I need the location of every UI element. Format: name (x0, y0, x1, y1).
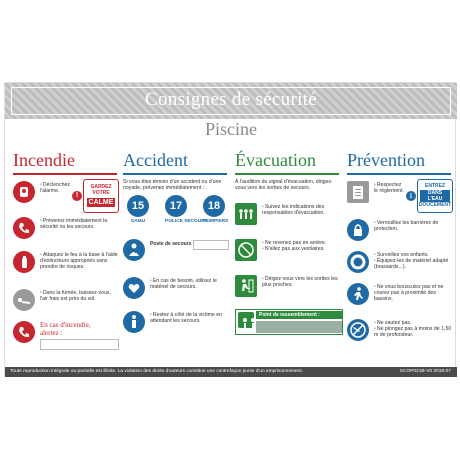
badge-bottom-text: DOUCEMENT (418, 202, 452, 208)
heart-aid-icon (123, 277, 145, 299)
list-item: •Dirigez-vous vers les sorties les plus proches. (235, 273, 343, 307)
item-text: Équipez-les de matériel adapté (brassards...). (374, 258, 449, 271)
crawling-person-icon (13, 289, 35, 311)
copyright-notice: Toute reproduction intégrale ou partielle est illicite. La violation des droits d'auteurs constitue une contrefaçon punie d'un emprisonnement. (10, 369, 304, 374)
exclamation-icon: ! (72, 191, 82, 201)
number-value: 15 (127, 195, 149, 217)
rules-clipboard-icon (347, 181, 369, 203)
badge-top-text: GARDEZ VOTRE (90, 184, 112, 196)
column-title-evacuation: Évacuation (235, 150, 316, 170)
page-title: Consignes de sécurité (145, 89, 317, 110)
title-banner (5, 83, 457, 119)
list-item: •Dans la fumée, baissez-vous, l'air frais est près du sol. (13, 287, 121, 321)
list-item: •Ne sautez pas. •Ne plongez pas à moins de 1,50 m de profondeur. (347, 317, 455, 351)
list-item: •Verrouillez les barrières de protection. (347, 217, 455, 251)
list-item: •Surveillez vos enfants. •Équipez-les de matériel adapté (brassards...). (347, 249, 455, 283)
item-text: Dans la fumée, baissez-vous, l'air frais est près du sol. (40, 290, 111, 303)
accident-intro: Si vous êtes témoin d'un accident ou d'une noyade, prévenez immédiatement : (123, 179, 222, 192)
item-text: Attaquez le feu à la base à l'aide d'extincteurs appropriés sans prendre de risques. (40, 252, 118, 271)
item-text: Prévenez immédiatement la sécurité ou les secours. (40, 218, 108, 231)
item-text: Ne revenez pas en arrière. (264, 240, 327, 246)
column-prevention (347, 149, 455, 357)
item-text: Ne sautez pas. (376, 320, 412, 326)
item-text: Restez à côté de la victime en attendant les secours. (150, 312, 223, 325)
item-text: Dirigez-vous vers les sorties les plus proches. (262, 276, 338, 289)
column-rule (235, 173, 339, 175)
column-title-prevention: Prévention (347, 150, 425, 170)
lock-icon (347, 219, 369, 241)
extinguisher-icon (13, 251, 35, 273)
number-value: 18 (203, 195, 225, 217)
first-aid-post-field (193, 240, 229, 250)
list-item: •Ne vous bousculez pas et ne courez pas à proximité des bassins. (347, 281, 455, 315)
item-text: Ne plongez pas à moins de 1,50 m de profondeur. (374, 326, 452, 339)
swim-ring-icon (347, 251, 369, 273)
footer-bar (5, 367, 457, 377)
enter-gently-badge (417, 179, 453, 213)
column-incendie (13, 149, 121, 357)
first-aid-post-label: Poste de secours : (150, 241, 195, 247)
list-item: •Prévenez immédiatement la sécurité ou les secours. (13, 215, 121, 249)
phone-icon (13, 217, 35, 239)
no-diving-icon (347, 319, 369, 341)
number-samu (127, 195, 149, 224)
fire-alert-line2: alertez : (40, 329, 63, 337)
assembly-point-field (256, 321, 342, 333)
item-text: Respectez le règlement. (374, 182, 404, 195)
item-text: N'allez pas aux vestiaires. (264, 246, 325, 253)
page-subtitle: Piscine (205, 119, 257, 139)
item-text: Déclenchez l'alarme. (40, 182, 70, 195)
column-title-accident: Accident (123, 150, 188, 170)
number-police (165, 195, 208, 224)
number-label: POLICE SECOURS (165, 219, 208, 224)
first-aid-person-icon (123, 239, 145, 261)
safety-poster (4, 82, 456, 376)
info-icon: i (406, 191, 416, 201)
column-rule (13, 173, 117, 175)
document-reference: SCOP021B-V0 2018-07 (399, 369, 451, 374)
number-label: SAMU (130, 219, 146, 224)
badge-main-text: CALME (88, 199, 114, 206)
list-item: •Respectez le règlement. i ENTREZ DANS L'EAU DOUCEMENT (347, 179, 455, 213)
phone-icon (13, 321, 35, 343)
item-text: Ne vous bousculez pas et ne courez pas à proximité des bassins. (374, 284, 444, 303)
item-text: En cas de besoin, utilisez le matériel de secours. (150, 278, 217, 291)
item-text: Surveillez vos enfants. (376, 252, 429, 258)
list-item: •Attaquez le feu à la base à l'aide d'extincteurs appropriés sans prendre de risques. (13, 249, 121, 283)
list-item: •En cas de besoin, utilisez le matériel de secours. (123, 275, 231, 309)
list-item: •Déclenchez l'alarme. ! GARDEZ VOTRE CALME (13, 179, 121, 213)
badge-mid-text: DANS L'EAU (420, 190, 450, 202)
list-item: •Restez à côté de la victime en attendant les secours. (123, 309, 231, 343)
first-aid-post-row (123, 237, 231, 271)
no-return-icon (235, 239, 257, 261)
assembly-point-label: Point de rassemblement : (256, 311, 342, 319)
assembly-point-row (235, 309, 343, 339)
number-label: POMPIERS (203, 219, 229, 224)
badge-top-text: ENTREZ (425, 183, 445, 189)
assembly-point-icon (238, 312, 254, 328)
alarm-hand-icon (13, 181, 35, 203)
keep-calm-badge (83, 179, 119, 213)
column-title-incendie: Incendie (13, 150, 75, 170)
column-evacuation (235, 149, 343, 357)
number-pompiers (203, 195, 229, 224)
fire-alert-line1: En cas d'incendie, (40, 321, 91, 329)
number-value: 17 (165, 195, 187, 217)
standing-person-icon (123, 311, 145, 333)
fire-alert-heading (40, 321, 90, 337)
list-item: •Suivez les indications des responsables d'évacuation. (235, 201, 343, 235)
item-text: Verrouillez les barrières de protection. (374, 220, 439, 233)
column-rule (347, 173, 451, 175)
evacuation-intro: À l'audition du signal d'évacuation, dirigez-vous vers les sorties de secours. (235, 179, 333, 192)
no-running-icon (347, 283, 369, 305)
emergency-exit-icon (235, 275, 257, 297)
list-item: •Ne revenez pas en arrière. •N'allez pas aux vestiaires. (235, 237, 343, 271)
fire-alert-row (13, 319, 121, 353)
group-people-icon (235, 203, 257, 225)
fire-alert-field (40, 339, 119, 350)
emergency-numbers (123, 195, 231, 229)
column-accident (123, 149, 231, 357)
item-text: Suivez les indications des responsables d'évacuation. (262, 204, 325, 217)
column-rule (123, 173, 227, 175)
assembly-point-box (235, 309, 343, 335)
